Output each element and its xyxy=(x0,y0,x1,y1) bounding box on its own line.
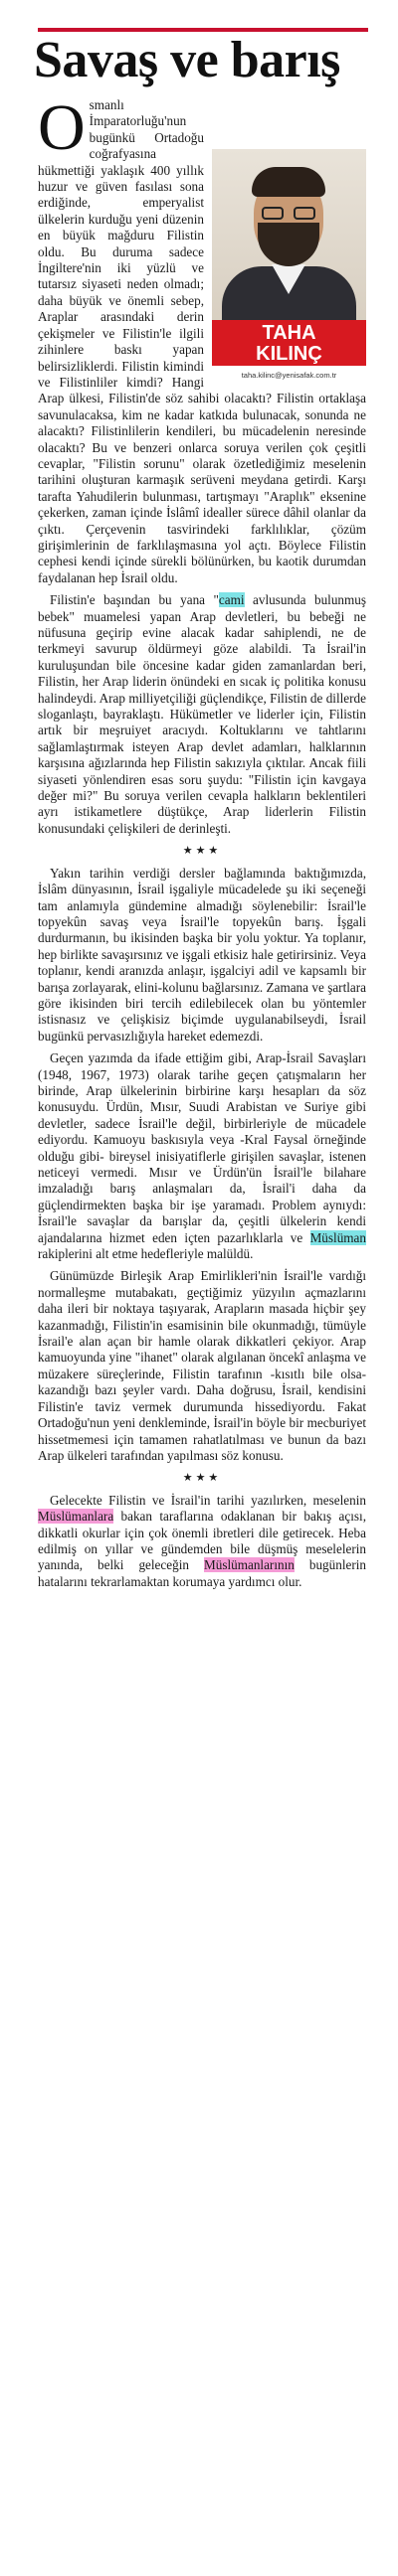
p6-text-b: bakan taraflarına odaklanan bir bakış açısı, dikkatli okurlar için çok önemli ibretleri dile getirecek. Heba edilmiş on yıllar ve gündemden bile düşmüş meselelerin yanında, belki geleceğin xyxy=(38,1509,366,1573)
author-last-name: KILINÇ xyxy=(256,343,322,365)
section-separator-1: ★★★ xyxy=(182,845,222,858)
author-email: taha.kilinc@yenisafak.com.tr xyxy=(241,371,337,380)
paragraph-2 xyxy=(38,592,366,837)
highlight-muslim: Müslüman xyxy=(309,1229,366,1245)
paragraph-6 xyxy=(38,1493,366,1590)
author-first-name: TAHA xyxy=(262,322,316,344)
drop-cap: O xyxy=(38,91,86,164)
highlight-muslims-2: Müslümanlarının xyxy=(204,1557,295,1573)
p2-text-a: Filistin'e başından bu yana " xyxy=(50,592,219,608)
article-body xyxy=(38,91,366,1596)
author-portrait-icon xyxy=(212,149,366,324)
lead-text-content: smanlı İmparatorluğu'nun bugünkü Ortadoğu coğrafyasına hükmettiği yaklaşık 400 yıllık huzur ve güven fasılası sona erdiğinde, emperyalist ülkelerin kurduğu yeni düzenin en büyük mağduru Filistin oldu. Bu duruma sadece İngiltere'nin iki yüzlü ve tutarsız siyaseti neden olmadı; daha büyük ve önemli sebep, Araplar arasındaki derin çekişmeler ve Filistin'le ilgili zihinlere baskı yapan belirsizliklerdi. Filistin kimindi ve Filistinliler kimdi? Hangi Arap ülkesi, Filistin'de söz sahibi olacaktı? Filistin ortaklaşa savunulacaksa, kim ne kadar katkıda bulunacak, sonunda ne alacaktı? Filistinlilerin kendileri, bu mücadelenin neresinde olacaktı? Bu ve benzeri onlarca soruya verilen çok çeşitli cevaplar, "Filistin sorunu" olarak özetlediğimiz meselenin tarihini oluşturan karmaşık serüveni meydana getirdi. Karşı tarafta Yahudilerin bulunması, tartışmayı "Araplık" eksenine çekerken, zaman içinde İslâmî idealler sürece dâhil olanlar da çıktı. Çerçevenin tasvirindeki farklılıklar, çözüm girişimlerinin de farklılaşmasına yol açtı. Böylece Filistin cephesi kendi içinde sürekli bölünürken, bu kaotik durumdan faydalanan hep İsrail oldu. xyxy=(38,97,366,585)
highlight-muslims-1: Müslümanlara xyxy=(38,1509,114,1525)
p2-text-b: avlusunda bulunmuş bebek" muamelesi yapan Arap devletleri, bu bebeği ne nüfusuna geçirip evine alacak kadar sahiplendi, ne de terkmeyi savurup öldürmeyi göze alabildi. Ta İsrail'in kuruluşundan bile öncesine kadar giden zamanlardan beri, Filistin, her Arap liderin önündeki en sıcak iç politika konusu halindeydi. Arap milliyetçiliği güçlendikçe, Filistin de dillerde sloganlaştı, bayraklaştı. Hükümetler ve liderler için, Filistin artık bir meşruiyet aracıydı. Koltuklarını ve tahtlarını sağlamlaştırmak isteyen Arap devlet adamları, halklarının karşısına ağızlarında hep Filistin sakızıyla çıktılar. Ancak fiili siyaseti yönlendiren esas soru şuydu: "Filistin için kavgaya değer mi?" Bu soruya verilen cevapla halkların beklentileri ayrı istikametlere düştükçe, Arap liderlerin Filistin konusundaki çelişkileri de derinleşti. xyxy=(38,592,366,836)
author-name-plate xyxy=(212,320,366,366)
p6-text-c: bugünlerin hatalarını tekrarlamaktan korumaya yardımcı olur. xyxy=(38,1557,366,1589)
p6-text-a: Gelecekte Filistin ve İsrail'in tarihi yazılırken, meselenin xyxy=(50,1492,366,1508)
paragraph-5: Günümüzde Birleşik Arap Emirlikleri'nin İsrail'le vardığı normalleşme mutabakatı, geçtiğimiz yüzyılın açmazlarını daha ileri bir noktaya taşıyarak, Arapların masada hiçbir şey kazanmadığı, Filistin'in esamisinin bile okunmadığı, tümüyle İsrail'e alan açan bir hamle olarak dikkatleri çekiyor. Arap kamuoyunda yine "ihanet" olarak algılanan öncekî anlaşma ve müzakere süreçlerinde, Filistin tarafının -kısıtlı bile olsa- kazandığı bazı şeyler vardı. Daha doğrusu, İsrail, kendisini Filistin'e taviz vermek durumunda hissediyordu. Fakat Ortadoğu'nun yeni denkleminde, İsrail'in böyle bir mecburiyet hissetmemesi için tamamen rahatlatılması ve bunun da bazı Arap ülkeleri tarafından yapılması söz konusu. xyxy=(38,1268,366,1463)
p4-text-b: rakiplerini alt etme hedefleriyle malüldü. xyxy=(38,1246,254,1262)
page-title: Savaş ve barış xyxy=(34,32,340,88)
p4-text-a: Geçen yazımda da ifade ettiğim gibi, Arap-İsrail Savaşları (1948, 1967, 1973) olarak tarihe geçen çatışmaların her birinde, Arap ülkelerinin birbirine karşı hesapları da söz konusuydu. Ürdün, Mısır, Suudi Arabistan ve Suriye gibi devletler, sadece İsrail'le değil, birbirleriyle de mücadele ediyordu. Kamuoyu baskısıyla veya -Kral Faysal örneğinde olduğu gibi- bireysel inisiyatiflerle girişilen savaşlar, istenen neticeyi vermedi. Mısır ve Ürdün'ün İsrail'le bilahare imzaladığı barış anlaşmaları da, İsrail'i daha da güçlendirmekten başka bir işe yaramadı. Problem aynıydı: İsrail'le savaşlar da barışlar da, çeşitli ülkelerin kendi ajandalarına hizmet eden içten pazarlıklarla ve xyxy=(38,1050,366,1245)
highlight-cami: cami xyxy=(218,592,245,608)
author-box xyxy=(212,149,366,378)
paragraph-3: Yakın tarihin verdiği dersler bağlamında baktığımızda, İslâm dünyasının, İsrail işgaliyle mücadelede şu iki seçeneği tam anlamıyla gündemine almadığı söylenebilir: İsrail'le topyekûn savaş veya İsrail'le topyekûn barış. İşgali durdurmanın, bu ikisinden başka bir yolu yoktur. Ya toplanır, hep birlikte savaşırsınız ve işgali etkisiz hale getirirsiniz. Veya toplanır, kendi aranızda anlaşır, işgalciyi adil ve kapsamlı bir barışa zorlayarak, elini-kolunu bağlarsınız. Zamana ve şartlara göre ikisinden biri tercih edilebilecek olan bu yöntemler istisnasız ve çelişkisiz biçimde uygulanabilseydi, İsrail bugünkü pervasızlığıyla hareket edemezdi. xyxy=(38,865,366,1044)
paragraph-4 xyxy=(38,1050,366,1262)
lead-paragraph xyxy=(38,91,366,586)
section-separator-2: ★★★ xyxy=(182,1472,222,1485)
